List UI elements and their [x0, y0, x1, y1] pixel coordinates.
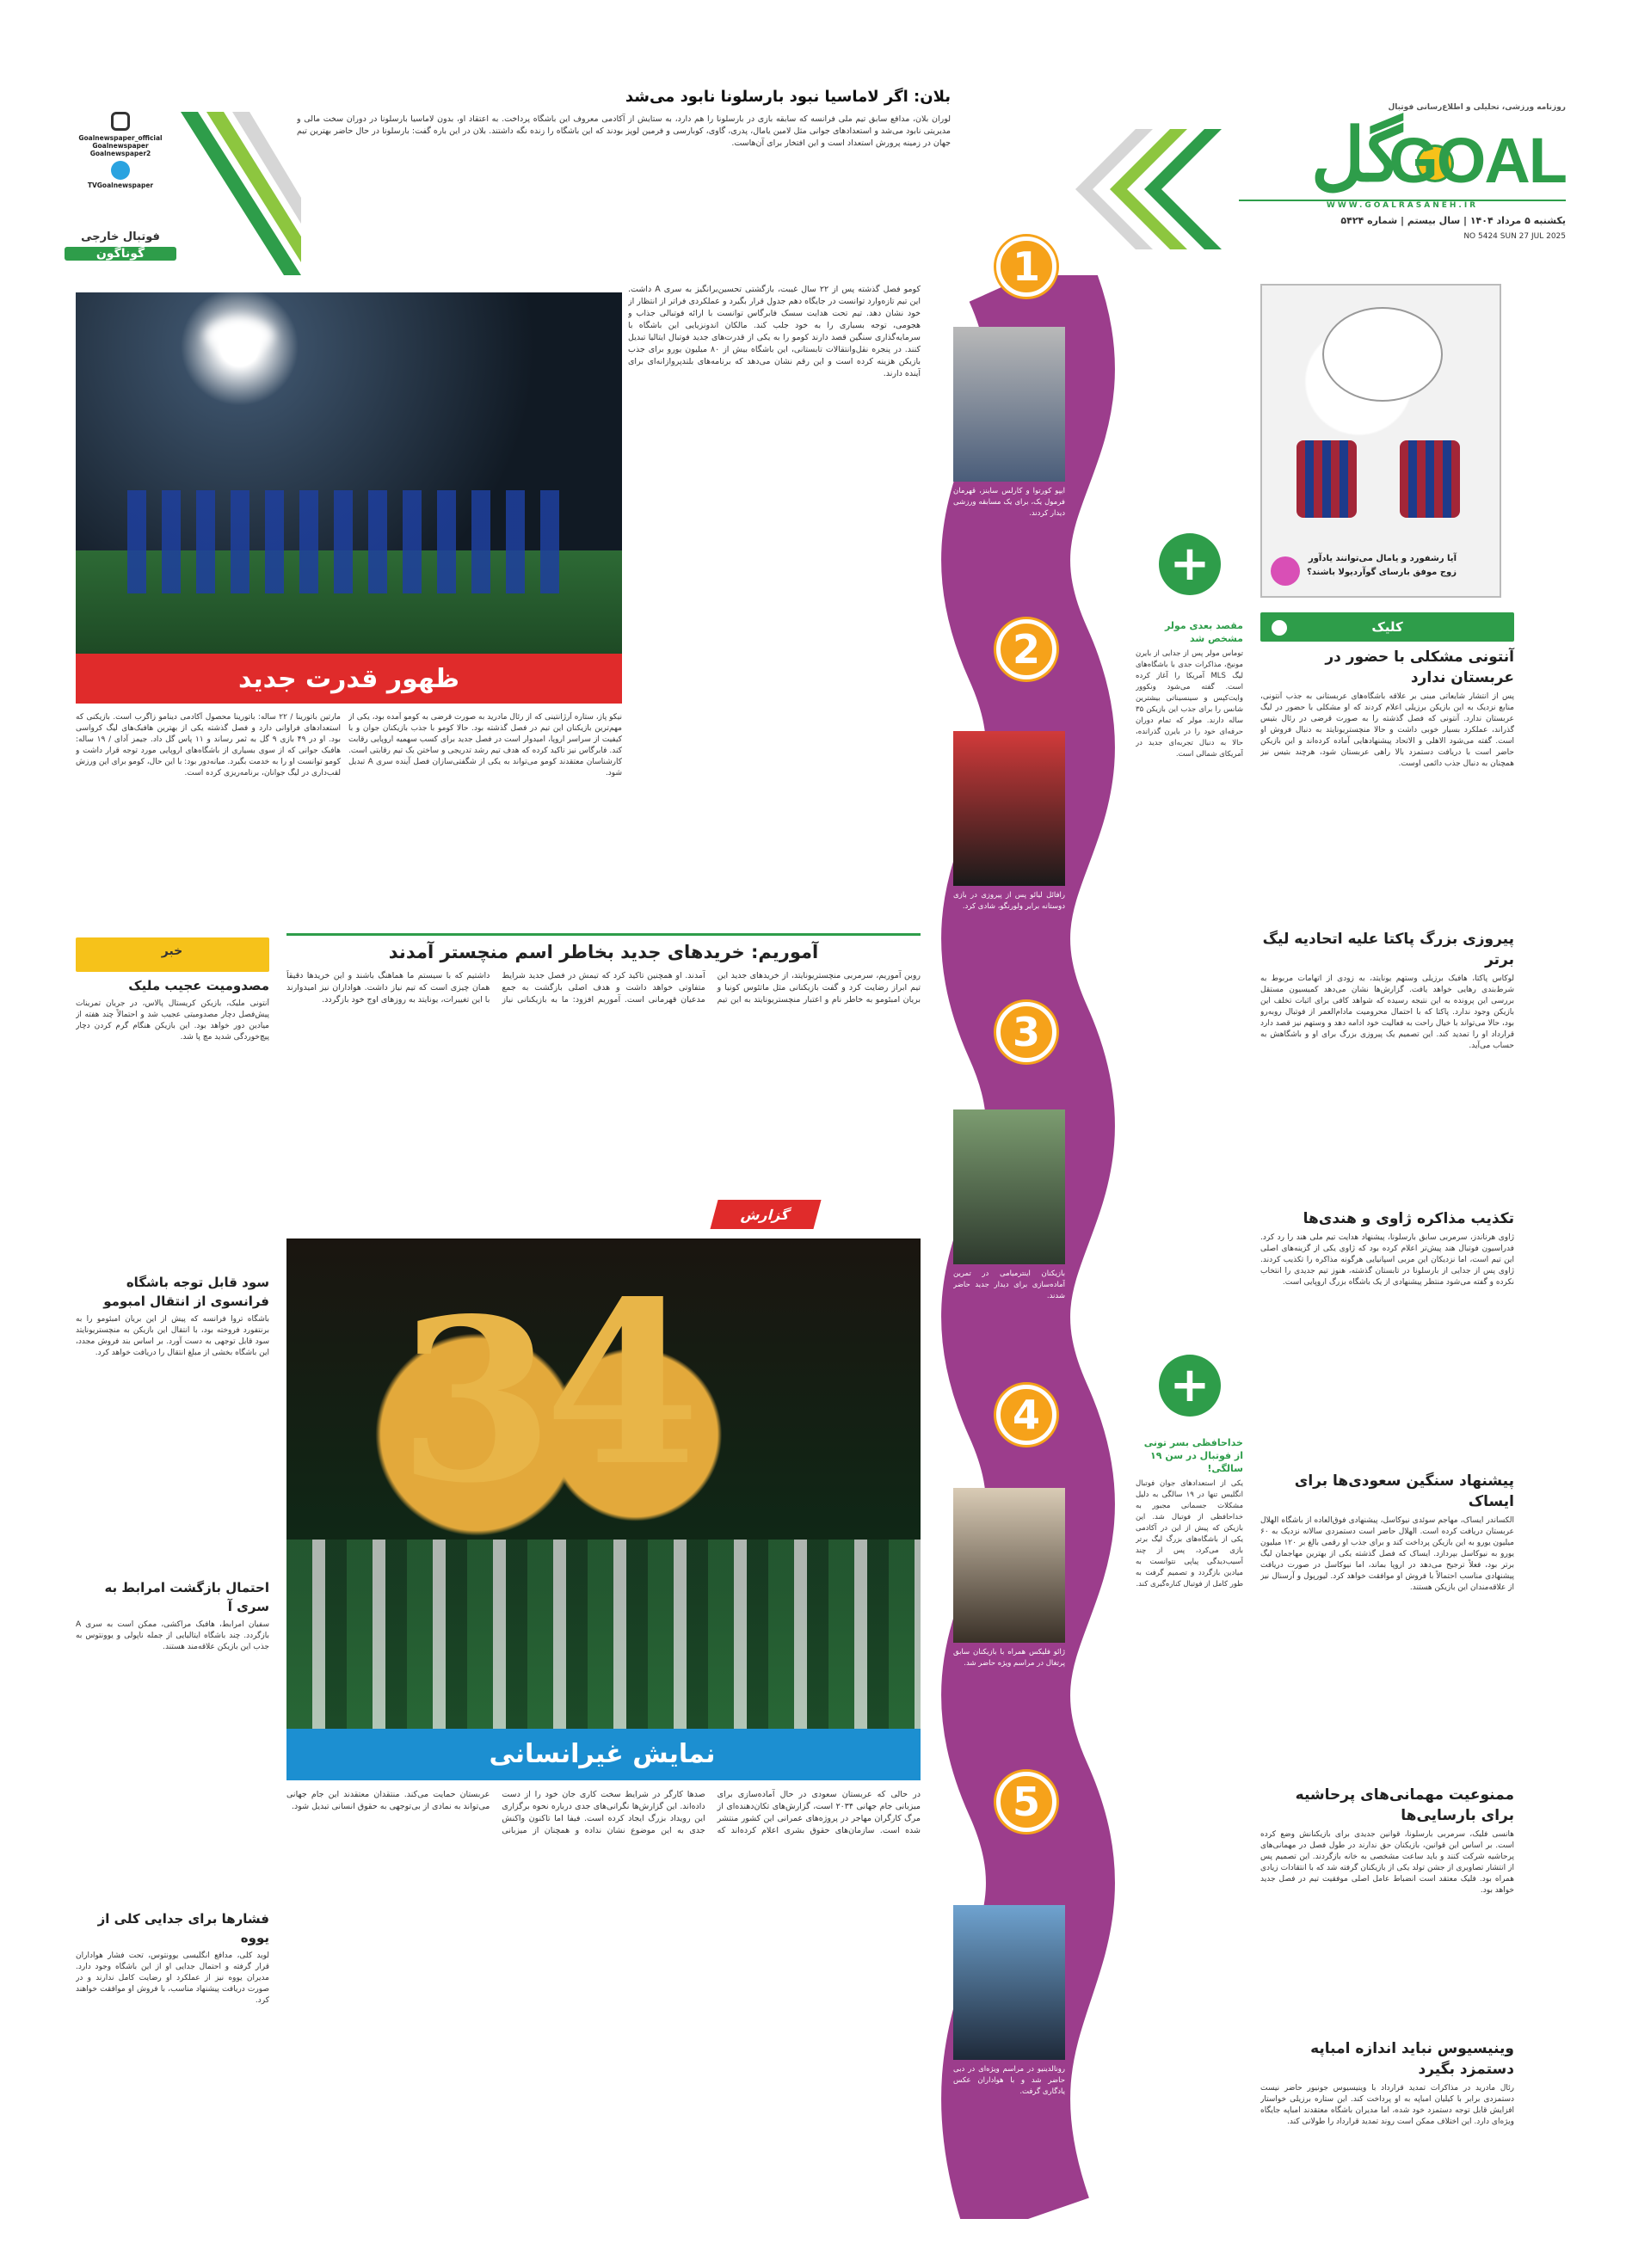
social-block — [73, 112, 168, 232]
amorim-article — [286, 933, 921, 1191]
klik-body: پس از انتشار شایعاتی مبنی بر علاقه باشگاه‌های عربستانی به جذب آنتونی، منابع نزدیک به این بازیکن برزیلی اعلام کردند که او مشکلی با حضور در لیگ عربستان ندارد. آنتونی که فصل گذشته را به صورت قرضی در رئال بتیس گذراند، عملکرد بسیار خوبی داشت و حالا منچستریونایتد به دنبال فروش او است. گفته می‌شود الاهلی و الاتحاد پیشنهادهایی آماده کرده‌اند و این بازیکن حاضر است با دریافت دستمزد بالا راهی عربستان شود، هرچند بتیس نیز همچنان به دنبال جذب دائمی اوست. — [1260, 692, 1514, 768]
khabar-item-title: سود قابل توجه باشگاه فرانسوی از انتقال امبومو — [103, 1275, 269, 1309]
klik-headline: آنتونی مشکلی با حضور در عربستان ندارد — [1325, 648, 1514, 686]
handle-2: Goalnewspaper — [92, 142, 149, 150]
right-article-title: پیشنهاد سنگین سعودی‌ها برای ایساک — [1294, 1472, 1514, 1510]
tab-misc: گوناگون — [65, 247, 176, 261]
khabar-item-title: فشارها برای جدایی کلی از یووه — [97, 1911, 269, 1945]
khabar-item-0 — [76, 976, 269, 1269]
header-chevrons — [946, 112, 1222, 267]
handle-3: Goalnewspaper2 — [89, 150, 151, 157]
khabar-item-title: مصدومیت عجیب ملیک — [128, 978, 269, 993]
top-story — [297, 86, 951, 275]
report-label: گزارش — [710, 1200, 821, 1229]
timeline-photo-2 — [953, 731, 1065, 886]
date-line: یکشنبه ۵ مرداد ۱۴۰۴ | سال بیستم | شماره ۵۴۲۴ — [1340, 215, 1566, 226]
plus-item-2 — [1136, 1436, 1243, 1901]
khabar-label: خبر — [161, 944, 183, 958]
right-article-0 — [1260, 929, 1514, 1204]
khabar-item-body: آنتونی ملیک، بازیکن کریستال پالاس، در جریان تمرینات پیش‌فصل دچار مصدومیتی عجیب شد و احتمالاً چند هفته از میادین دور خواهد بود. این بازیکن هنگام گرم کردن دچار پیچ‌خوردگی شدید مچ پا شد. — [76, 999, 269, 1042]
timeline-photo-1 — [953, 327, 1065, 482]
right-article-title: تکذیب مذاکره ژاوی و هندی‌ها — [1303, 1210, 1514, 1227]
plus-icon-1: + — [1159, 533, 1221, 595]
khabar-item-title: احتمال بازگشت امرابط به سری آ — [104, 1580, 269, 1614]
report-text — [286, 1789, 921, 2219]
jersey-right-icon — [1400, 440, 1460, 518]
right-article-title: ممنوعیت مهمانی‌های پرحاشیه برای بارسایی‌ها — [1295, 1786, 1514, 1824]
timeline-number-4: 4 — [996, 1385, 1056, 1445]
stadium-floodlight-icon — [205, 318, 274, 353]
crowd-area — [286, 1540, 921, 1729]
masthead — [1222, 103, 1566, 258]
cartoon-caption-line2: زوج موفق بارسای گوآردیولا باشند؟ — [1306, 568, 1457, 577]
feature-body-right: کومو فصل گذشته پس از ۲۲ سال غیبت، بازگشتی تحسین‌برانگیز به سری A داشت. این تیم تازه‌وارد توانست در جایگاه دهم جدول قرار بگیرد و عملکردی فراتر از انتظار از خود نشان دهد. تیم تحت هدایت سسک فابرگاس توانست با ارائه فوتبالی جذاب و هجومی، توجه بسیاری را به خود جلب کند. مالکان اندونزیایی این باشگاه با سرمایه‌گذاری سنگین قصد دارند کومو را به یکی از قدرت‌های جدید فوتبال ایتالیا تبدیل کنند. در پنجره نقل‌وانتقالات تابستانی، این باشگاه بیش از ۸۰ میلیون یورو برای جذب بازیکن هزینه کرده است و این رقم نشان می‌دهد که برنامه‌های بلندپروازانه‌ای برای آینده دارند. — [628, 285, 921, 378]
timeline-number-3: 3 — [996, 1002, 1056, 1062]
right-article-body: لوکاس پاکتا، هافبک برزیلی وستهم یونایتد، به زودی از اتهامات مربوط به شرط‌بندی رهایی خواهد یافت. گزارش‌ها نشان می‌دهد کمیسیون مستقل بررسی این پرونده به این نتیجه رسیده که شواهد کافی برای اثبات تخلف این بازیکن وجود ندارد. پاکتا که با احتمال محرومیت مادام‌العمر از فوتبال روبه‌رو بود، حالا می‌تواند با خیال راحت به فعالیت خود ادامه دهد و وستهم نیز قصد دارد قرارداد او را تمدید کند. این تصمیم یک پیروزی بزرگ برای او و باشگاهش به حساب می‌آید. — [1260, 974, 1514, 1050]
right-article-body: هانسی فلیک، سرمربی بارسلونا، قوانین جدیدی برای بازیکنانش وضع کرده است. بر اساس این قوانین، بازیکنان حق ندارند در طول فصل در مهمانی‌های پرحاشیه شرکت کنند و باید ساعت مشخصی به خانه بازگردند. این تصمیم پس از انتشار تصاویری از جشن تولد یکی از بازیکنان گرفته شد که با انتقادات زیادی همراه بود. فلیک معتقد است انضباط عامل اصلی موفقیت تیم در فصل جدید خواهد بود. — [1260, 1830, 1514, 1895]
timeline-caption-5: رونالدینیو در مراسم ویژه‌ای در دبی حاضر شد و با هواداران عکس یادگاری گرفت. — [953, 2065, 1065, 2096]
khabar-item-body: لوید کلی، مدافع انگلیسی یوونتوس، تحت فشار هواداران قرار گرفته و احتمال جدایی او از این باشگاه وجود دارد. مدیران یووه نیز از عملکرد او رضایت کامل ندارند و در صورت دریافت پیشنهاد مناسب، با فروش او موافقت خواهند کرد. — [76, 1951, 269, 2005]
feature-body-left: مارتین باتورینا / ۲۲ ساله: باتورینا محصول آکادمی دینامو زاگرب است. بازیکنی که استعدادهای فراوانی دارد و فصل گذشته یکی از بهترین هافبک‌های لیگ کرواسی بود. او در ۴۹ بازی ۹ گل به ثمر رساند و ۱۱ پاس گل داد. جیمز آدای / ۱۹ ساله: هافبک جوانی که از سوی بسیاری از باشگاه‌های اروپایی مورد توجه قرار داشت و کومو توانست او را به خدمت بگیرد. میانه‌دور بود: با این حال، کومو برای این ورزش لقب‌داری در لیگ جوانان، برنامه‌ریزی کرده است. — [76, 713, 341, 778]
klik-icon — [1269, 618, 1290, 638]
jersey-left-icon — [1296, 440, 1357, 518]
timeline-caption-4: ژائو فلیکس همراه با بازیکنان سابق پرتغال در مراسم ویژه حاضر شد. — [953, 1648, 1065, 1668]
timeline-photo-3 — [953, 1109, 1065, 1264]
report-body: در حالی که عربستان سعودی در حال آماده‌سازی برای میزبانی جام جهانی ۲۰۳۴ است، گزارش‌های تکان‌دهنده‌ای از مرگ کارگران مهاجر در پروژه‌های عمرانی این کشور منتشر شده است. سازمان‌های حقوق بشری اعلام کرده‌اند که صدها کارگر در شرایط سخت کاری جان خود را از دست داده‌اند. این گزارش‌ها نگرانی‌های جدی درباره نحوه برگزاری این رویداد بزرگ ایجاد کرده است. فیفا اما تاکنون واکنش جدی به این موضوع نشان نداده و همچنان از میزبانی عربستان حمایت می‌کند. منتقدان معتقدند این جام جهانی می‌تواند به نمادی از بی‌توجهی به حقوق انسانی تبدیل شود. — [286, 1790, 921, 1835]
header-stripes-left — [181, 112, 301, 275]
right-article-body: رئال مادرید در مذاکرات تمدید قرارداد با وینیسیوس جونیور حاضر نیست دستمزدی برابر با کیلیان امباپه به او پرداخت کند. این ستاره برزیلی خواستار افزایش قابل توجه دستمزد خود شده، اما مدیران باشگاه معتقدند امباپه جایگاه ویژه‌ای دارد. این اختلاف ممکن است روند تمدید قرارداد را طولانی کند. — [1260, 2084, 1514, 2126]
cartoon-illustration — [1271, 294, 1491, 544]
feature-body-center: نیکو پاز، ستاره آرژانتینی که از رئال مادرید به صورت قرضی به کومو آمده بود، یکی از مهم‌ترین بازیکنان این تیم در فصل گذشته بود. حالا کومو با جذب بازیکنان جوان و با کیفیت از سراسر اروپا، امیدوار است در فصل جدید برای کسب سهمیه اروپایی رقابت کند. فابرگاس نیز تاکید کرده که هدف تیم رشد تدریجی و ساختن یک تیم رقابتی است. کارشناسان معتقدند کومو می‌تواند به یکی از شگفتی‌سازان فصل آینده سری A تبدیل شود. — [348, 713, 622, 778]
telegram-handle: TVGoalnewspaper — [87, 181, 154, 189]
timeline-caption-2: رافائل لیائو پس از پیروزی در بازی دوستانه برابر ولورنگو، شادی کرد. — [953, 891, 1065, 911]
feature-text-left — [76, 712, 341, 919]
feature-text-center — [348, 712, 622, 919]
plus-icon-2: + — [1159, 1355, 1221, 1417]
cartoon — [1260, 284, 1501, 598]
balloon-four-icon: 4 — [545, 1253, 700, 1515]
plus-item-1-title: مقصد بعدی مولر مشخص شد — [1164, 620, 1243, 644]
timeline-number-2: 2 — [996, 619, 1056, 679]
masthead-tagline: روزنامه ورزشی، تحلیلی و اطلاع‌رسانی فوتبال — [1388, 103, 1566, 112]
khabar-item-body: باشگاه تروا فرانسه که پیش از این بریان امبئومو را به برنتفورد فروخته بود، با انتقال این بازیکن به منچستریونایتد سود قابل توجهی به دست آورد. بر اساس بند فروش مجدد، این باشگاه بخشی از مبلغ انتقال را دریافت خواهد کرد. — [76, 1315, 269, 1357]
right-article-title: پیروزی بزرگ پاکتا علیه اتحادیه لیگ برتر — [1262, 931, 1514, 968]
report-photo-caption: نمایش غیرانسانی — [489, 1739, 716, 1769]
right-article-3 — [1260, 1785, 1514, 2034]
section-tabs — [65, 230, 176, 277]
telegram-icon — [111, 161, 130, 180]
thought-bubble-icon — [1322, 307, 1443, 402]
khabar-item-2 — [76, 1578, 269, 1905]
plus-item-1 — [1136, 619, 1243, 1066]
tab-foreign: فوتبال خارجی — [81, 230, 160, 243]
feature-photo — [76, 292, 622, 654]
feature-photo-caption: ظهور قدرت جدید — [76, 654, 622, 704]
timeline-number-1: 1 — [996, 237, 1056, 297]
timeline-caption-3: بازیکنان اینترمیامی در تمرین آماده‌سازی برای دیدار جدید حاضر شدند. — [953, 1269, 1065, 1300]
amorim-headline: آموریم: خریدهای جدید بخاطر اسم منچستر آمدند — [388, 942, 819, 962]
team-players — [127, 490, 575, 593]
plus-item-2-body: یکی از استعدادهای جوان فوتبال انگلیس تنها در ۱۹ سالگی به دلیل مشکلات جسمانی مجبور به خداحافظی از فوتبال شد. این بازیکن که پیش از این در آکادمی یکی از باشگاه‌های بزرگ لیگ برتر بازی می‌کرد، پس از چند آسیب‌دیدگی پیاپی نتوانست به میادین بازگردد و تصمیم گرفت به طور کامل از فوتبال کناره‌گیری کند. — [1136, 1479, 1243, 1589]
klik-label: کلیک — [1260, 612, 1514, 642]
cartoon-caption-line1: آیا رشفورد و یامال می‌توانند یادآور — [1308, 554, 1457, 563]
top-story-body: لوران بلان، مدافع سابق تیم ملی فرانسه که سابقه بازی در بارسلونا را هم دارد، به ستایش از آکادمی معروف این باشگاه پرداخت. به اعتقاد او، بدون لاماسیا بارسلونا در دوران سخت مالی و مدیریتی نابود می‌شد و استعدادهای جوانی مثل لامین یامال، پدری، گاوی، کوبارسی و فرمین لوپز بودند که این باشگاه را زنده نگه داشتند. بلان در این باره گفت: بارسلونا در حال حاضر بهترین تیم جهان در زمینه پرورش استعداد است و این افتخار برای آن‌هاست. — [297, 114, 951, 148]
right-article-2 — [1260, 1471, 1514, 1780]
right-article-4 — [1260, 2038, 1514, 2219]
khabar-item-body: سفیان امرابط، هافبک مراکشی، ممکن است به سری A بازگردد. چند باشگاه ایتالیایی از جمله ناپولی و یوونتوس به جذب این بازیکن علاقه‌مند هستند. — [76, 1620, 269, 1651]
balloon-three-icon: 3 — [398, 1270, 554, 1533]
date-en: NO 5424 SUN 27 JUL 2025 — [1463, 232, 1566, 241]
stripes-decoration — [181, 112, 301, 275]
plus-item-1-body: توماس مولر پس از جدایی از بایرن مونیخ، مذاکرات جدی با باشگاه‌های لیگ MLS آمریکا را آغاز کرده است. گفته می‌شود ونکوور وایت‌کپس و سینسیناتی بیشترین شانس را برای جذب این بازیکن ۳۵ ساله دارند. مولر که تمام دوران حرفه‌ای خود را در بایرن گذرانده، حالا به دنبال تجربه‌ای جدید در آمریکای شمالی است. — [1136, 649, 1243, 759]
logo-en: GOAL — [1389, 125, 1566, 196]
plus-item-2-title: خداحافظی بسر تونی از فوتبال در سن ۱۹ سالگی! — [1143, 1437, 1243, 1474]
website: WWW.GOALRASANEH.IR — [1239, 200, 1566, 210]
right-article-1 — [1260, 1208, 1514, 1466]
timeline-caption-1: ایپو کورتوا و کارلس ساینز، قهرمان فرمول یک، برای یک مسابقه ورزشی دیدار کردند. — [953, 487, 1065, 518]
amorim-body: روبن آموریم، سرمربی منچستریونایتد، از خریدهای جدید این تیم ابراز رضایت کرد و گفت بازیکنانی مثل ماتئوس کونیا و بریان امبئومو به خاطر نام و اعتبار منچستریونایتد به این تیم آمدند. او همچنین تاکید کرد که تیمش در فصل جدید شرایط متفاوتی خواهد داشت و هدف اصلی بازگشت به جمع مدعیان قهرمانی است. آموریم افزود: ما به بازیکنانی نیاز داشتیم که با سیستم ما هماهنگ باشند و این خریدها دقیقاً همان چیزی است که تیم نیاز داشت. هواداران نیز امیدوارند با این تغییرات، یونایتد به روزهای اوج خود بازگردد. — [286, 971, 921, 1005]
emoji-icon — [1271, 556, 1300, 586]
timeline-number-5: 5 — [996, 1772, 1056, 1832]
timeline-photo-4 — [953, 1488, 1065, 1643]
klik-article — [1260, 647, 1514, 922]
instagram-icon — [111, 112, 130, 131]
top-story-headline: بلان: اگر لاماسیا نبود بارسلونا نابود می‌شد — [625, 88, 951, 106]
report-photo — [286, 1238, 921, 1729]
khabar-item-3 — [76, 1909, 269, 2219]
khabar-item-1 — [76, 1273, 269, 1574]
right-article-body: الکساندر ایساک، مهاجم سوئدی نیوکاسل، پیشنهادی فوق‌العاده از باشگاه الهلال عربستان دریافت کرده است. الهلال حاضر است دستمزدی سالانه نزدیک به ۶۰ میلیون یورو به این بازیکن پرداخت کند و برای جذب او رقمی بالغ بر ۱۲۰ میلیون یورو به نیوکاسل بپردازد. ایساک که فصل گذشته یکی از بهترین مهاجمان لیگ برتر بود، فعلاً ترجیح می‌دهد در اروپا بماند، اما نیوکاسل در صورت دریافت پیشنهادی مناسب احتمالاً با فروش او موافقت خواهد کرد. لیورپول و آرسنال نیز از علاقه‌مندان این بازیکن هستند. — [1260, 1516, 1514, 1592]
feature-text-right — [628, 284, 921, 740]
right-article-body: ژاوی هرناندز، سرمربی سابق بارسلونا، پیشنهاد هدایت تیم ملی هند را رد کرد. فدراسیون فوتبال هند پیش‌تر اعلام کرده بود که ژاوی یکی از گزینه‌های اصلی این تیم است، اما نزدیکان این مربی اسپانیایی هرگونه مذاکره را تکذیب کردند. ژاوی پس از جدایی از بارسلونا در تابستان گذشته، هنوز تیم جدیدی را انتخاب نکرده و گفته می‌شود منتظر پیشنهادی از یک باشگاه بزرگ اروپایی است. — [1260, 1233, 1514, 1287]
right-article-title: وینیسیوس نباید اندازه امباپه دستمزد بگیرد — [1310, 2040, 1514, 2078]
chevron-decoration — [946, 112, 1222, 267]
logo-fa: گل — [1310, 112, 1402, 199]
instagram-handle: Goalnewspaper_official — [78, 134, 163, 142]
timeline-photo-5 — [953, 1905, 1065, 2060]
